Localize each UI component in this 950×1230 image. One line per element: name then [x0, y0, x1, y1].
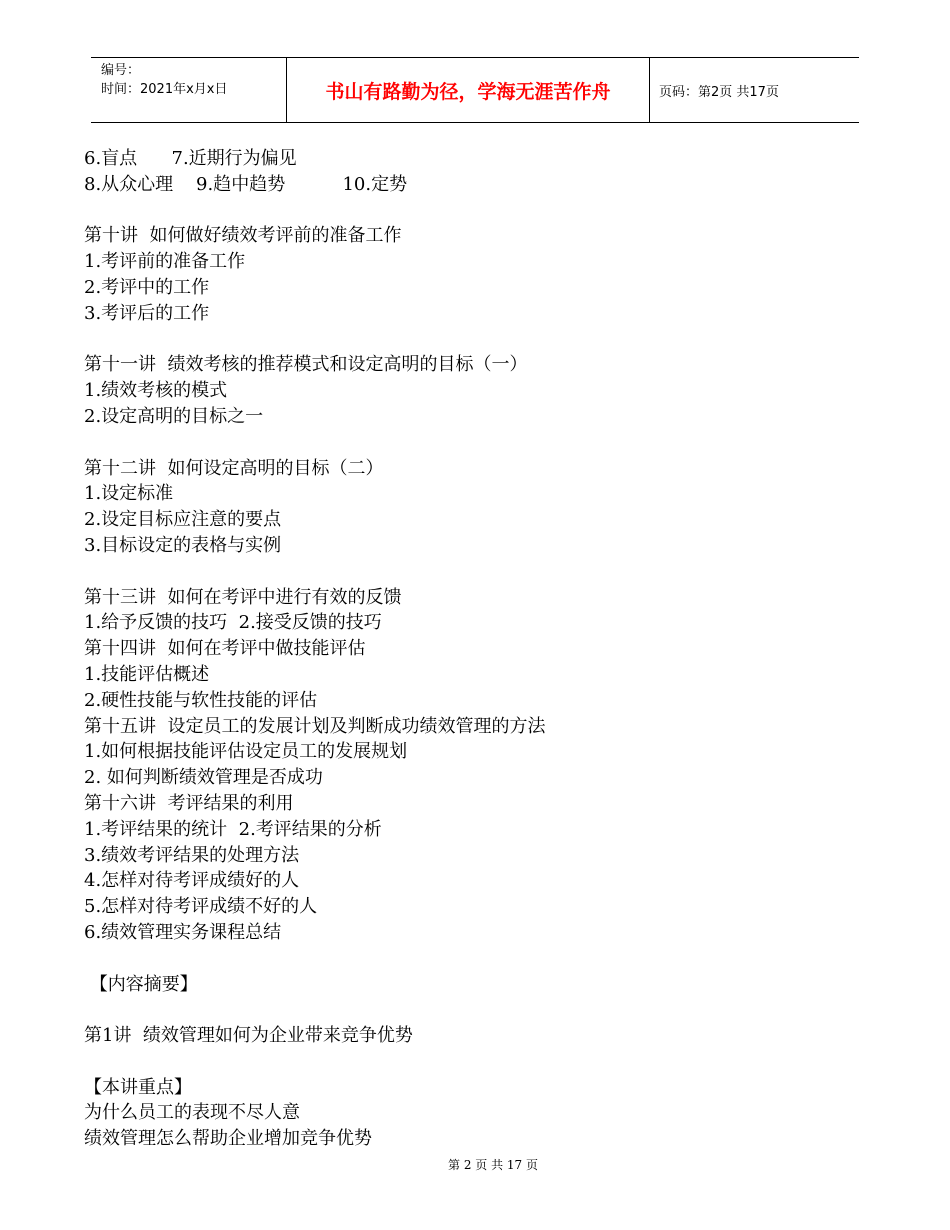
text-line: 第十一讲 绩效考核的推荐模式和设定高明的目标（一）: [84, 354, 528, 376]
header-motto: 书山有路勤为径，学海无涯苦作舟: [325, 80, 611, 103]
blank-line: [84, 1049, 864, 1075]
text-line: 6.绩效管理实务课程总结: [84, 921, 282, 943]
blank-line: [84, 997, 864, 1023]
text-line: 1.如何根据技能评估设定员工的发展规划: [84, 741, 408, 763]
text-line: 第十三讲 如何在考评中进行有效的反馈: [84, 586, 402, 608]
text-line: 第十二讲 如何设定高明的目标（二）: [84, 457, 384, 479]
text-line: 1.设定标准: [84, 483, 174, 505]
header-page-code: 页码：第2页 共17页: [659, 84, 779, 100]
blank-line: [84, 559, 864, 585]
blank-line: [84, 430, 864, 456]
text-line: 1.考评结果的统计 2.考评结果的分析: [84, 818, 382, 840]
text-line: 8.从众心理 9.趋中趋势 10.定势: [84, 173, 408, 195]
text-line: 为什么员工的表现不尽人意: [84, 1102, 300, 1124]
text-line: 2. 如何判断绩效管理是否成功: [84, 767, 323, 789]
page-footer: [0, 1156, 950, 1173]
text-line: 3.考评后的工作: [84, 302, 210, 324]
header-meta-cell: [91, 58, 286, 122]
page-code-cell: [650, 58, 859, 122]
text-line: 1.绩效考核的模式: [84, 380, 228, 402]
text-line: 【内容摘要】: [84, 973, 198, 995]
text-line: 第十六讲 考评结果的利用: [84, 792, 294, 814]
text-line: 【本讲重点】: [84, 1076, 192, 1098]
text-line: 2.设定高明的目标之一: [84, 405, 264, 427]
text-line: 1.考评前的准备工作: [84, 251, 246, 273]
text-line: 2.设定目标应注意的要点: [84, 509, 282, 531]
text-line: 第十五讲 设定员工的发展计划及判断成功绩效管理的方法: [84, 715, 546, 737]
motto-cell: [286, 58, 650, 122]
text-line: 2.硬性技能与软性技能的评估: [84, 689, 318, 711]
blank-line: [84, 946, 864, 972]
text-line: 3.绩效考评结果的处理方法: [84, 844, 300, 866]
number-label: 编号：: [101, 63, 141, 78]
text-line: 第1讲 绩效管理如何为企业带来竞争优势: [84, 1025, 413, 1047]
blank-line: [84, 327, 864, 353]
text-line: 第十四讲 如何在考评中做技能评估: [84, 638, 366, 660]
footer-page-number: 第 2 页 共 17 页: [448, 1158, 538, 1172]
text-line: 第十讲 如何做好绩效考评前的准备工作: [84, 225, 402, 247]
time-label: 时间：2021年x月x日: [101, 82, 228, 97]
text-line: 1.技能评估概述: [84, 663, 210, 685]
text-line: 3.目标设定的表格与实例: [84, 534, 282, 556]
text-line: 6.盲点 7.近期行为偏见: [84, 148, 297, 169]
text-line: 4.怎样对待考评成绩好的人: [84, 870, 300, 892]
page-header: [91, 57, 859, 123]
text-line: 2.考评中的工作: [84, 276, 210, 298]
document-body: [84, 146, 864, 1152]
blank-line: [84, 198, 864, 224]
text-line: 绩效管理怎么帮助企业增加竞争优势: [84, 1128, 372, 1150]
text-line: 5.怎样对待考评成绩不好的人: [84, 896, 318, 918]
text-line: 1.给予反馈的技巧 2.接受反馈的技巧: [84, 612, 382, 634]
